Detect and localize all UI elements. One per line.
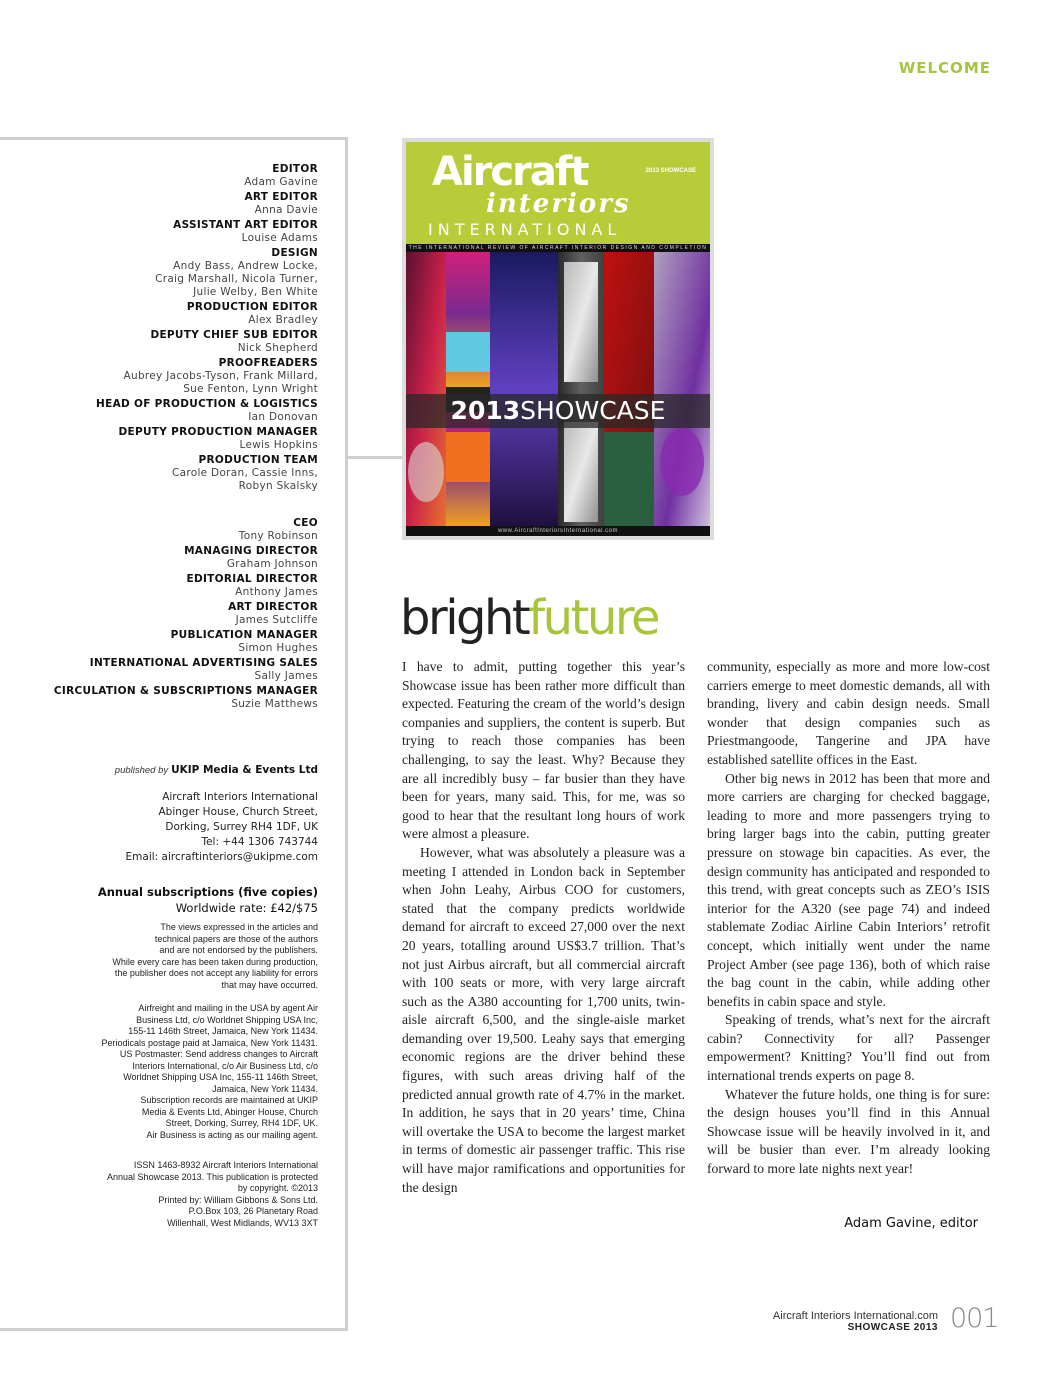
magazine-cover [402, 138, 714, 540]
masthead-frame-top [0, 137, 348, 140]
cover-photo-collage [406, 252, 710, 526]
credit-names: Anthony James [235, 586, 318, 598]
cover-banner-year: 2013 [450, 396, 521, 425]
credit-role: INTERNATIONAL ADVERTISING SALES [89, 657, 318, 669]
credit-role: PRODUCTION EDITOR [186, 301, 318, 313]
credit-entry [0, 573, 318, 599]
masthead-frame-bottom [0, 1328, 348, 1331]
credit-entry [0, 426, 318, 452]
credit-role: EDITOR [272, 163, 318, 175]
article-paragraph: Other big news in 2012 has been that more and more carriers are charging for checked baggage, leading to more and more passengers trying to bring larger bags into the cabin, putting greater pressure on stowage bin capacities. As ever, the design community has anticipated and responded to this trend, with great concepts such as ZEO’s ISIS interior for the A320 (see page 74) and indeed stablemate Zodiac Airline Cabin Interiors’ retrofit concept, which initially went under the name Project Amber (see page 136), both of which raise the bag count in the cabin, while adding other benefits in cabin space and style. [707, 770, 990, 1009]
masthead-management-group [0, 517, 318, 711]
credit-entry [0, 454, 318, 493]
cover-face [406, 142, 710, 536]
cover-brand: Aircraft [432, 149, 588, 195]
credit-entry [0, 517, 318, 543]
masthead-divider [0, 495, 318, 517]
publisher-name: UKIP Media & Events Ltd [171, 764, 318, 776]
cover-banner-text [406, 396, 710, 426]
credit-entry [0, 163, 318, 189]
headline-part-2: future [528, 590, 659, 646]
article-column-1 [402, 658, 685, 1197]
credit-role: HEAD OF PRODUCTION & LOGISTICS [96, 398, 318, 410]
credit-role: EDITORIAL DIRECTOR [186, 573, 318, 585]
credit-role: DEPUTY PRODUCTION MANAGER [118, 426, 318, 438]
article-paragraph: Speaking of trends, what’s next for the aircraft cabin? Connectivity for all? Passenger empowerment? Knitting? You’ll find out from international trends experts on page 8. [707, 1012, 990, 1084]
subscriptions [0, 884, 318, 916]
credit-names: Louise Adams [241, 232, 318, 244]
credit-role: PRODUCTION TEAM [198, 454, 318, 466]
article-headline [400, 588, 658, 648]
credit-names: Nick Shepherd [237, 342, 318, 354]
credit-entry [0, 329, 318, 355]
credit-role: ASSISTANT ART EDITOR [173, 219, 318, 231]
credit-entry [0, 357, 318, 396]
credit-role: MANAGING DIRECTOR [184, 545, 318, 557]
article-paragraph: Whatever the future holds, one thing is for sure: the design houses you’ll find in this Annual Showcase issue will be heavily involved in it, and will be busier than ever. I’m already looking forward to more late nights next year! [707, 1086, 990, 1177]
article-paragraph: I have to admit, putting together this year’s Showcase issue has been rather more difficult than expected. Featuring the cream of the world’s design companies and suppliers, the content is superb. But trying to reach those companies has been challenging, to say the least. Why? Because they are all incredibly busy – far busier than they have been for years, many said. This, for me, was so good to hear that the resultant long hours of work were almost a pleasure. [402, 659, 685, 842]
publisher-line [0, 764, 318, 776]
cover-edition-tag: 2013 SHOWCASE [645, 168, 696, 174]
publisher-address: Aircraft Interiors International Abinger House, Church Street, Dorking, Surrey RH4 1DF, UK Tel: +44 1306 743744 Email: aircraftinteriors@ukipme.com [125, 791, 318, 863]
credit-names: Lewis Hopkins [239, 439, 318, 451]
credit-names: Tony Robinson [238, 530, 318, 542]
article-paragraph: community, especially as more and more low-cost carriers emerge to meet domestic demands, all with branding, livery and cabin design needs. Small wonder that design companies such as Priestmangoode, Tangerine and JPA have established satellite offices in the East. [707, 659, 990, 767]
page-number: 001 [950, 1303, 999, 1334]
subscriptions-rate: Worldwide rate: £42/$75 [175, 901, 318, 915]
frame-connector [348, 456, 403, 459]
credit-role: PUBLICATION MANAGER [170, 629, 318, 641]
credit-entry [0, 301, 318, 327]
credit-names: Aubrey Jacobs-Tyson, Frank Millard, Sue Fenton, Lynn Wright [123, 370, 318, 395]
credit-role: CEO [293, 517, 318, 529]
credit-names: Simon Hughes [238, 642, 318, 654]
cover-tagline: THE INTERNATIONAL REVIEW OF AIRCRAFT INTERIOR DESIGN AND COMPLETION [408, 245, 708, 251]
section-label: WELCOME [898, 59, 991, 77]
credit-names: Adam Gavine [244, 176, 318, 188]
postal-notice: Airfreight and mailing in the USA by agent Air Business Ltd, c/o Worldnet Shipping USA Inc, 155-11 146th Street, Jamaica, New York 11434. Periodicals postage paid at Jamaica, New York 11431. US Postmaster: Send address changes to Aircraft Interiors International, c/o Air Business Ltd, c/o Worldnet Shipping USA Inc, 155-11 146th Street, Jamaica, New York 11434. Subscription records are maintained at UKIP Media & Events Ltd, Abinger House, Church Street, Dorking, Surrey, RH4 1DF, UK. Air Business is acting as our mailing agent. [101, 1003, 318, 1140]
credit-role: CIRCULATION & SUBSCRIPTIONS MANAGER [53, 685, 318, 697]
credit-entry [0, 191, 318, 217]
footer-site: Aircraft Interiors International.com [772, 1310, 938, 1322]
issn-notice: ISSN 1463-8932 Aircraft Interiors International Annual Showcase 2013. This publication is protected by copyright. ©2013 Printed by: William Gibbons & Sons Ltd. P.O.Box 103, 26 Planetary Road Willenhall, West Midlands, WV13 3XT [107, 1160, 318, 1228]
footer-edition: SHOWCASE 2013 [847, 1322, 938, 1333]
credit-names: Carole Doran, Cassie Inns, Robyn Skalsky [171, 467, 318, 492]
credit-entry [0, 247, 318, 299]
credit-entry [0, 219, 318, 245]
article-paragraph: However, what was absolutely a pleasure was a meeting I attended in London back in September when John Leahy, Airbus COO for customers, stated that the company predicts worldwide demand for aircraft to exceed 27,000 over the next 20 years, totalling around US$3.7 trillion. That’s not just Airbus aircraft, but all commercial aircraft with 100 seats or more, with very large aircraft such as the A380 accounting for 1,700 units, twin-aisle aircraft 6,500, and the single-aisle market demanding over 19,500. Leahy says that emerging economic regions are the driver behind these figures, with such areas driving half of the predicted annual growth rate of 4.7% in the market. In addition, he says that in 20 years’ time, China will overtake the USA to become the largest market in terms of domestic air passenger traffic. This rise will have major ramifications and opportunities for the design [402, 844, 685, 1195]
credit-entry [0, 657, 318, 683]
credit-role: PROOFREADERS [218, 357, 318, 369]
credit-role: DESIGN [271, 247, 318, 259]
cover-brand-sub: interiors [486, 189, 631, 219]
credit-entry [0, 629, 318, 655]
disclaimer: The views expressed in the articles and technical papers are those of the authors and are not endorsed by the publishers. While every care has been taken during production, the publisher does not accept any liability for errors that may have occurred. [112, 922, 318, 990]
credit-names: James Sutcliffe [235, 614, 318, 626]
headline-part-1: bright [400, 590, 529, 646]
credit-names: Ian Donovan [248, 411, 318, 423]
credit-entry [0, 398, 318, 424]
masthead-staff-group [0, 163, 318, 493]
credit-role: DEPUTY CHIEF SUB EDITOR [150, 329, 318, 341]
cover-url: www.AircraftInteriorsInternational.com [497, 528, 619, 534]
credit-names: Andy Bass, Andrew Locke, Craig Marshall, Nicola Turner, Julie Welby, Ben White [155, 260, 318, 298]
subscriptions-heading: Annual subscriptions (five copies) [97, 885, 318, 899]
article-column-2 [707, 658, 990, 1179]
credit-entry [0, 545, 318, 571]
masthead-frame-right [345, 137, 348, 1331]
page-footer [700, 1310, 938, 1334]
credit-names: Suzie Matthews [231, 698, 318, 710]
editor-signature: Adam Gavine, editor [844, 1216, 978, 1231]
credit-names: Alex Bradley [248, 314, 318, 326]
credit-names: Anna Davie [254, 204, 318, 216]
credit-names: Graham Johnson [226, 558, 318, 570]
credit-role: ART EDITOR [244, 191, 318, 203]
credit-entry [0, 685, 318, 711]
masthead [0, 163, 318, 713]
credit-entry [0, 601, 318, 627]
cover-banner-word: SHOWCASE [520, 396, 666, 425]
credit-role: ART DIRECTOR [228, 601, 318, 613]
cover-brand-intl: INTERNATIONAL [428, 220, 622, 239]
credit-names: Sally James [254, 670, 318, 682]
published-by-prefix: published by [114, 765, 169, 776]
